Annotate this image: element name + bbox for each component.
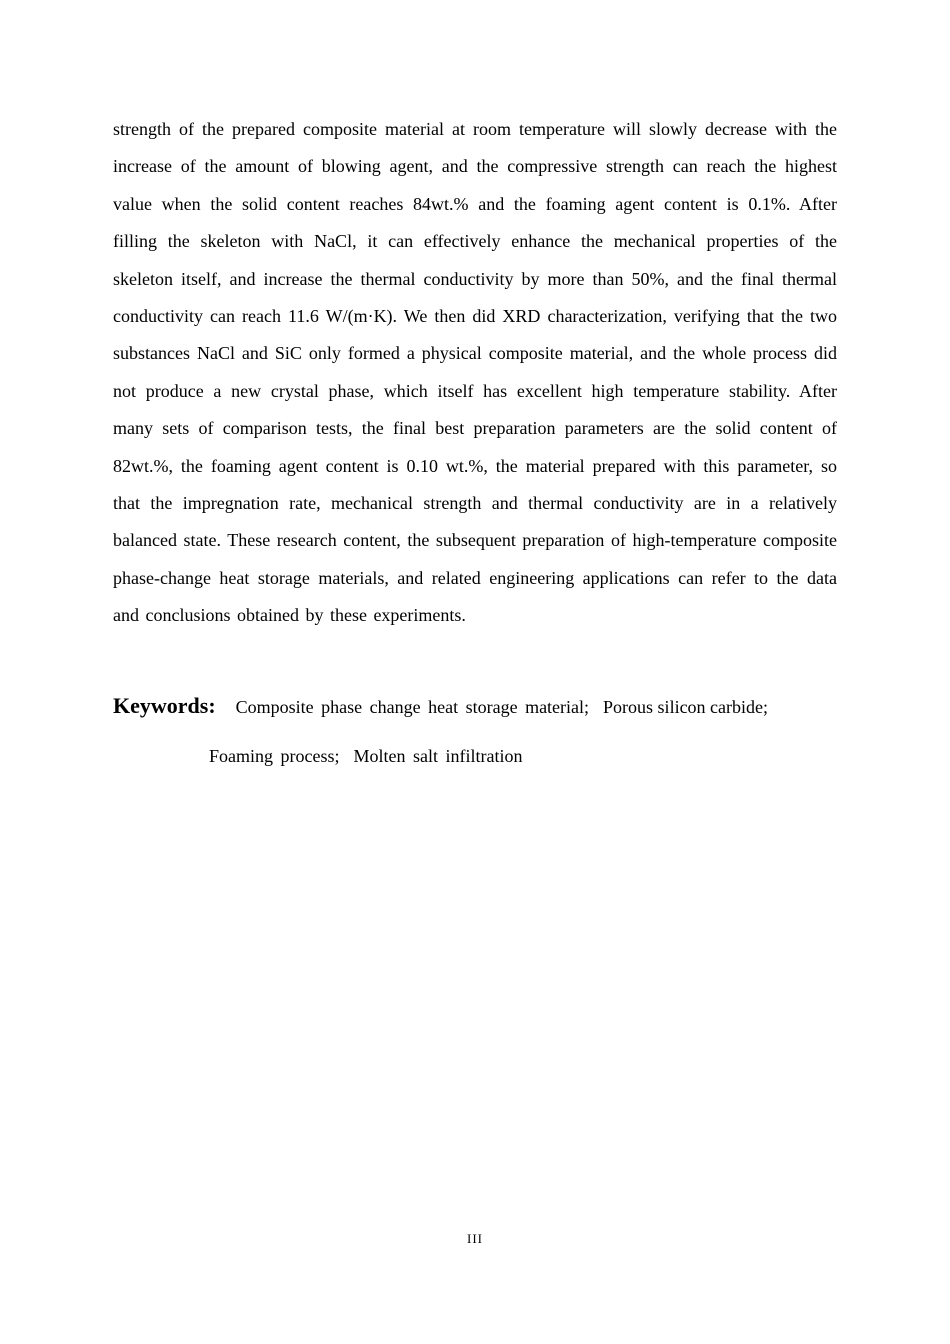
keywords-label: Keywords: [113,693,216,718]
abstract-paragraph: strength of the prepared composite material at room temperature will slowly decrease with the increase of the amount of blowing agent, and the compressive strength can reach the highest value when the solid content reaches 84wt.% and the foaming agent content is 0.1%. After filling the skeleton with NaCl, it can effectively enhance the mechanical properties of the skeleton itself, and increase the thermal conductivity by more than 50%, and the final thermal conductivity can reach 11.6 W/(m·K). We then did XRD characterization, verifying that the two substances NaCl and SiC only formed a physical composite material, and the whole process did not produce a new crystal phase, which itself has excellent high temperature stability. After many sets of comparison tests, the final best preparation parameters are the solid content of 82wt.%, the foaming agent content is 0.10 wt.%, the material prepared with this parameter, so that the impregnation rate, mechanical strength and thermal conductivity are in a relatively balanced state. These research content, the subsequent preparation of high-temperature composite phase-change heat storage materials, and related engineering applications can refer to the data and conclusions obtained by these experiments. [113,119,837,626]
keyword-item: Porous silicon carbide; [603,697,769,717]
page-number: III [467,1231,483,1246]
keyword-item: Molten salt infiltration [353,746,523,766]
keywords-section [113,681,853,781]
keyword-item: Foaming process; [209,746,340,766]
keywords-continuation [113,732,853,781]
keyword-item: Composite phase change heat storage material; [235,697,590,717]
